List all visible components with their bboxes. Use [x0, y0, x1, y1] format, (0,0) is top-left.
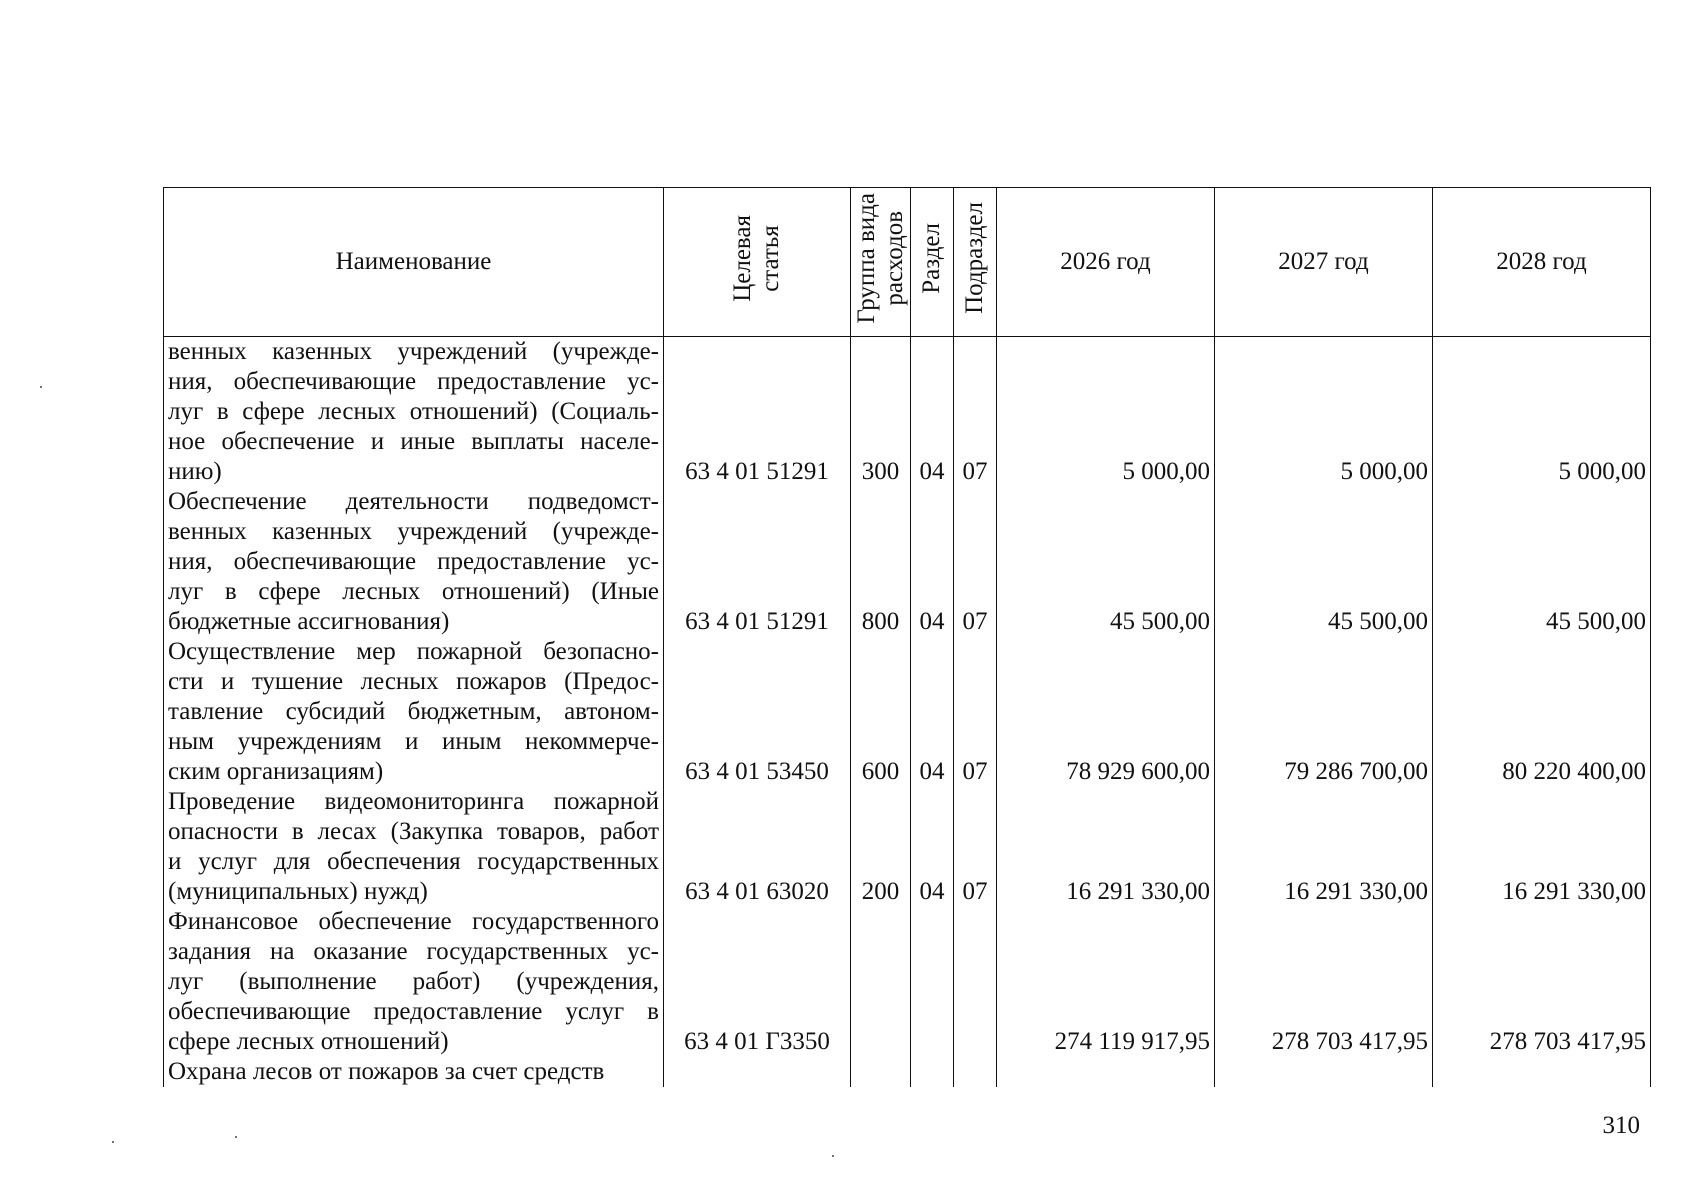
name-line: луг в сфере лесных отношений) (Иные: [168, 578, 659, 605]
scan-speck: [112, 1141, 114, 1143]
cell-section: 04: [911, 787, 954, 907]
scan-speck: [40, 386, 42, 388]
cell-name: [164, 787, 664, 907]
cell-amount-2028: [1433, 1057, 1651, 1087]
cell-subsection: 07: [954, 337, 997, 488]
cell-amount-2027: [1215, 1057, 1433, 1087]
header-year-2027: 2027 год: [1215, 188, 1433, 337]
cell-amount-2026: 45 500,00: [997, 487, 1215, 637]
header-section: Раздел: [911, 188, 954, 337]
cell-subsection: [954, 907, 997, 1057]
cell-amount-2027: 45 500,00: [1215, 487, 1433, 637]
name-line: сфере лесных отношений): [168, 1028, 449, 1055]
table-row: [164, 487, 1651, 637]
page-number: 310: [1602, 1112, 1640, 1139]
name-line: опасности в лесах (Закупка товаров, работ: [168, 818, 659, 845]
cell-amount-2026: 274 119 917,95: [997, 907, 1215, 1057]
cell-section: 04: [911, 337, 954, 488]
name-line: Финансовое обеспечение государственного: [168, 908, 659, 935]
cell-name: [164, 907, 664, 1057]
header-expense-group: Группа вида расходов: [851, 188, 911, 337]
table-row: [164, 337, 1651, 488]
cell-subsection: 07: [954, 487, 997, 637]
cell-name: [164, 487, 664, 637]
name-line: Осуществление мер пожарной безопасно-: [168, 638, 659, 665]
name-line: нию): [168, 458, 222, 485]
table-body: [164, 337, 1651, 1088]
cell-expense-group: 300: [851, 337, 911, 488]
scan-speck: [235, 1136, 237, 1138]
header-target-article: Целевая статья: [664, 188, 851, 337]
cell-subsection: [954, 1057, 997, 1087]
cell-amount-2026: 16 291 330,00: [997, 787, 1215, 907]
header-subsection: Подраздел: [954, 188, 997, 337]
name-line: венных казенных учреждений (учрежде-: [168, 338, 659, 365]
cell-section: [911, 907, 954, 1057]
cell-amount-2027: 79 286 700,00: [1215, 637, 1433, 787]
header-year-2026: 2026 год: [997, 188, 1215, 337]
cell-section: [911, 1057, 954, 1087]
cell-amount-2026: [997, 1057, 1215, 1087]
cell-amount-2027: 278 703 417,95: [1215, 907, 1433, 1057]
header-name: Наименование: [164, 188, 664, 337]
name-line: луг в сфере лесных отношений) (Социаль-: [168, 398, 659, 425]
name-line: бюджетные ассигнования): [168, 608, 450, 635]
cell-section: 04: [911, 637, 954, 787]
name-line: тавление субсидий бюджетным, автоном-: [168, 698, 659, 725]
table-row: [164, 787, 1651, 907]
name-line: луг (выполнение работ) (учреждения,: [168, 968, 659, 995]
cell-target-article: [664, 1057, 851, 1087]
cell-amount-2026: 78 929 600,00: [997, 637, 1215, 787]
cell-target-article: 63 4 01 53450: [664, 637, 851, 787]
cell-subsection: 07: [954, 787, 997, 907]
cell-amount-2028: 278 703 417,95: [1433, 907, 1651, 1057]
table-row: [164, 637, 1651, 787]
cell-target-article: 63 4 01 51291: [664, 337, 851, 488]
cell-expense-group: [851, 1057, 911, 1087]
table-header-row: [164, 188, 1651, 337]
budget-table: [163, 187, 1651, 1087]
cell-amount-2028: 16 291 330,00: [1433, 787, 1651, 907]
name-line: обеспечивающие предоставление услуг в: [168, 998, 659, 1025]
cell-name: [164, 637, 664, 787]
name-line: Проведение видеомониторинга пожарной: [168, 788, 659, 815]
cell-amount-2026: 5 000,00: [997, 337, 1215, 488]
cell-section: 04: [911, 487, 954, 637]
name-line: ния, обеспечивающие предоставление ус-: [168, 548, 659, 575]
cell-amount-2028: 80 220 400,00: [1433, 637, 1651, 787]
cell-amount-2028: 45 500,00: [1433, 487, 1651, 637]
name-line: и услуг для обеспечения государственных: [168, 848, 659, 875]
cell-amount-2027: 5 000,00: [1215, 337, 1433, 488]
cell-target-article: 63 4 01 Г3350: [664, 907, 851, 1057]
table-row: [164, 907, 1651, 1057]
name-line: ния, обеспечивающие предоставление ус-: [168, 368, 659, 395]
name-line: задания на оказание государственных ус-: [168, 938, 659, 965]
cell-name: [164, 1057, 664, 1087]
cell-amount-2028: 5 000,00: [1433, 337, 1651, 488]
name-line: венных казенных учреждений (учрежде-: [168, 518, 659, 545]
table-row: [164, 1057, 1651, 1087]
name-line: сти и тушение лесных пожаров (Предос-: [168, 668, 659, 695]
name-line: ное обеспечение и иные выплаты населе-: [168, 428, 659, 455]
cell-expense-group: [851, 907, 911, 1057]
cell-expense-group: 200: [851, 787, 911, 907]
name-line: Охрана лесов от пожаров за счет средств: [168, 1058, 605, 1085]
cell-target-article: 63 4 01 51291: [664, 487, 851, 637]
name-line: ным учреждениям и иным некоммерче-: [168, 728, 659, 755]
cell-expense-group: 800: [851, 487, 911, 637]
cell-subsection: 07: [954, 637, 997, 787]
name-line: (муниципальных) нужд): [168, 878, 428, 905]
cell-target-article: 63 4 01 63020: [664, 787, 851, 907]
name-line: Обеспечение деятельности подведомст-: [168, 488, 659, 515]
cell-name: [164, 337, 664, 488]
cell-expense-group: 600: [851, 637, 911, 787]
name-line: ским организациям): [168, 758, 384, 785]
scan-speck: [832, 1155, 834, 1157]
cell-amount-2027: 16 291 330,00: [1215, 787, 1433, 907]
header-year-2028: 2028 год: [1433, 188, 1651, 337]
